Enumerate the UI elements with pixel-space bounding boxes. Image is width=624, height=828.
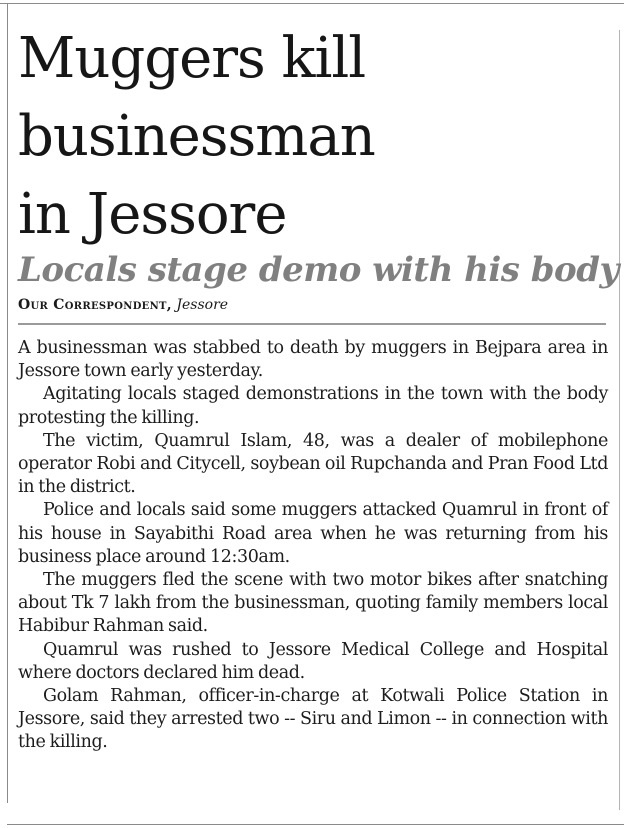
top-border-rule	[0, 3, 624, 4]
headline-line-2: businessman	[18, 104, 375, 169]
headline	[18, 20, 608, 254]
paragraph-1: A businessman was stabbed to death by muggers in Bejpara area in Jessore town early yesterday.	[18, 338, 608, 382]
paragraph-4: Police and locals said some muggers attacked Quamrul in front of his house in Sayabithi Road area when he was returning from his business place around 12:30am.	[18, 500, 608, 567]
headline-line-3: in Jessore	[18, 182, 287, 247]
right-border-rule	[619, 30, 620, 810]
paragraph-5: The muggers fled the scene with two motor bikes after snatching about Tk 7 lakh from the businessman, quoting family members local Habibur Rahman said.	[18, 570, 608, 637]
headline-line-1: Muggers kill	[18, 26, 366, 91]
byline-place: Jessore	[176, 297, 229, 313]
paragraph-7: Golam Rahman, officer-in-charge at Kotwali Police Station in Jessore, said they arrested two -- Siru and Limon -- in connection with the killing.	[18, 686, 608, 753]
byline-author: Our Correspondent,	[18, 297, 172, 313]
paragraph-2: Agitating locals staged demonstrations in the town with the body protesting the killing.	[18, 384, 608, 428]
paragraph-3: The victim, Quamrul Islam, 48, was a dealer of mobilephone operator Robi and Citycell, soybean oil Rupchanda and Pran Food Ltd in the district.	[18, 430, 608, 498]
bottom-border-rule	[7, 824, 624, 825]
byline	[18, 295, 608, 315]
article-body	[18, 337, 608, 755]
news-article	[18, 20, 619, 755]
left-border-rule	[7, 3, 8, 803]
paragraph-6: Quamrul was rushed to Jessore Medical College and Hospital where doctors declared him dead.	[18, 639, 608, 683]
subheadline: Locals stage demo with his body	[18, 250, 619, 290]
byline-divider	[18, 323, 606, 325]
